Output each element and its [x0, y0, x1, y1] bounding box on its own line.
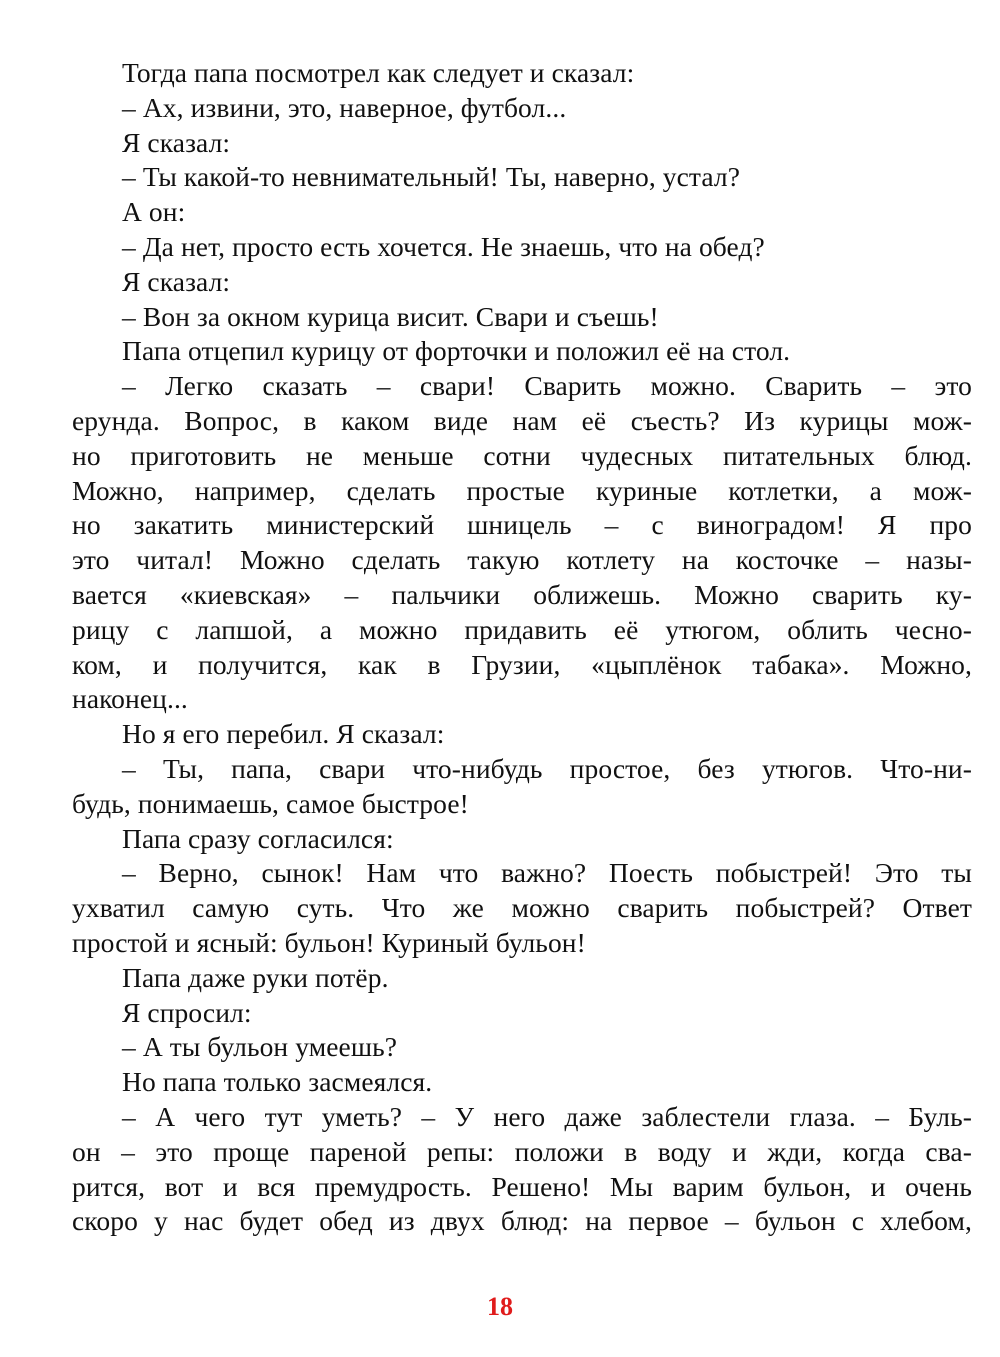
text-line: наконец...	[72, 683, 188, 715]
text-line: будь, понимаешь, самое быстрое!	[72, 787, 469, 819]
text-line: Тогда папа посмотрел как следует и сказал:	[122, 57, 635, 88]
text-line: – Да нет, просто есть хочется. Не знаешь, что на обед?	[122, 230, 765, 262]
text-line: Я спросил:	[122, 996, 252, 1028]
text-line: Но я его перебил. Я сказал:	[122, 718, 445, 750]
text-line: Папа сразу согласился:	[122, 822, 394, 854]
text-line: Папа отцепил курицу от форточки и положил её на стол.	[122, 335, 791, 367]
page-text	[72, 56, 972, 1239]
text-line: простой и ясный: бульон! Куриный бульон!	[72, 926, 586, 958]
text-line: – Ты, папа, свари что-нибудь простое, без утюгов. Что-ни-	[122, 752, 972, 784]
text-line: А он:	[122, 196, 186, 228]
text-line: – А чего тут уметь? – У него даже заблестели глаза. – Буль-	[122, 1100, 972, 1132]
text-line: Я сказал:	[122, 265, 231, 297]
text-line: – Ты какой-то невнимательный! Ты, наверно, устал?	[122, 161, 741, 193]
text-line: но закатить министерский шницель – с виноградом! Я про	[72, 509, 972, 541]
text-line: он – это проще пареной репы: положи в воду и жди, когда сва-	[72, 1135, 972, 1167]
text-line: Папа даже руки потёр.	[122, 961, 389, 993]
text-line: – Легко сказать – свари! Сварить можно. Сварить – это	[122, 370, 972, 402]
text-line: – А ты бульон умеешь?	[122, 1031, 398, 1063]
text-line: Я сказал:	[122, 126, 231, 158]
text-line: Но папа только засмеялся.	[122, 1066, 433, 1098]
text-line: ком, и получится, как в Грузии, «цыплёнок табака». Можно,	[72, 648, 972, 680]
text-line: но приготовить не меньше сотни чудесных питательных блюд.	[72, 439, 972, 471]
page-number: 18	[487, 1292, 513, 1321]
text-line: скоро у нас будет обед из двух блюд: на первое – бульон с хлебом,	[72, 1205, 972, 1237]
text-line: Можно, например, сделать простые куриные котлетки, а мож-	[72, 474, 972, 506]
text-line: ерунда. Вопрос, в каком виде нам её съесть? Из курицы мож-	[72, 404, 972, 436]
text-line: рится, вот и вся премудрость. Решено! Мы варим бульон, и очень	[72, 1170, 972, 1202]
text-line: вается «киевская» – пальчики оближешь. Можно сварить ку-	[72, 578, 972, 610]
text-line: – Ах, извини, это, наверное, футбол...	[122, 91, 567, 123]
text-line: это читал! Можно сделать такую котлету на косточке – назы-	[72, 544, 972, 576]
text-line: рицу с лапшой, а можно придавить её утюгом, облить чесно-	[72, 613, 972, 645]
text-line: ухватил самую суть. Что же можно сварить побыстрей? Ответ	[72, 892, 972, 924]
text-line: – Верно, сынок! Нам что важно? Поесть побыстрей! Это ты	[122, 857, 972, 889]
text-line: – Вон за окном курица висит. Свари и съешь!	[122, 300, 659, 332]
